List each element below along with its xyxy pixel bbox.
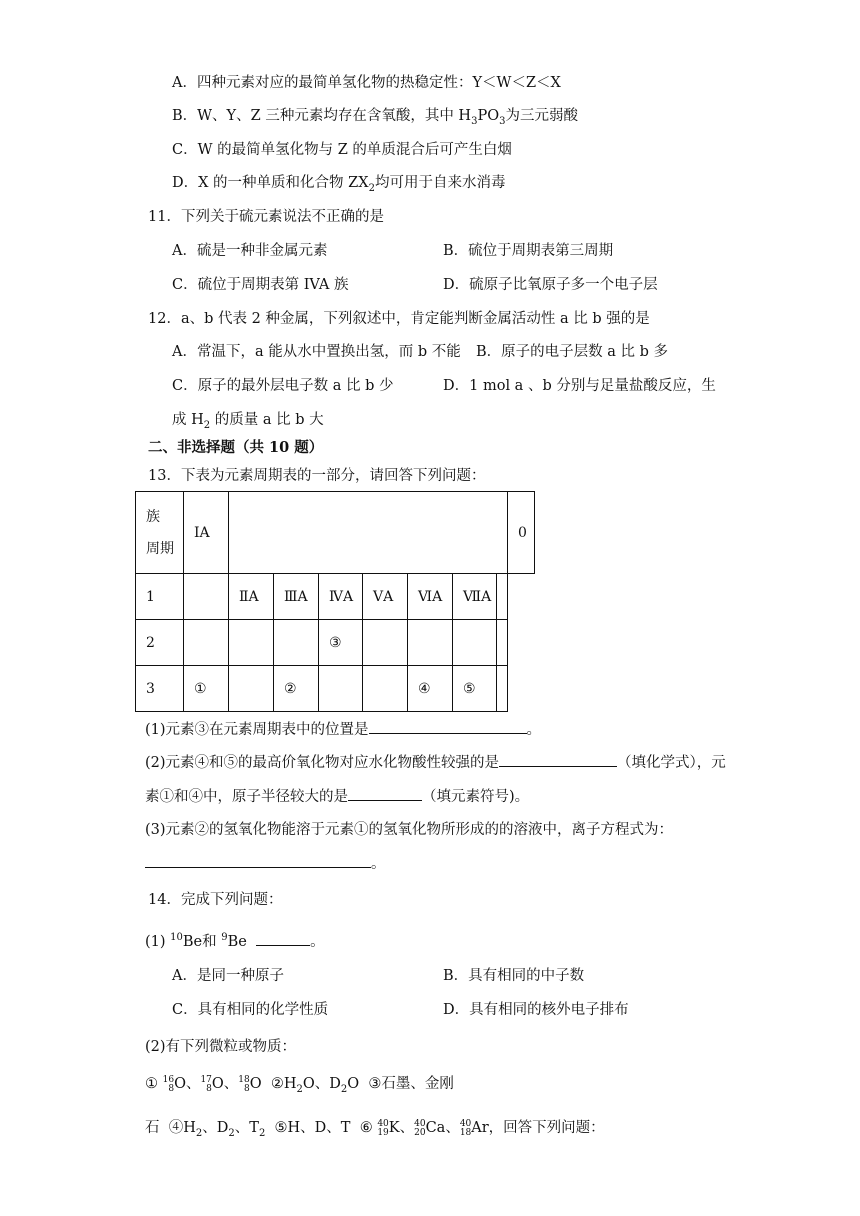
q14-part2-stem: (2)有下列微粒或物质： [145, 1039, 297, 1055]
cell: ⅣA [319, 574, 363, 620]
cell: 3 [136, 666, 184, 712]
periodic-table [135, 491, 535, 712]
cell: ④ [408, 666, 453, 712]
q11-stem: 11．下列关于硫元素说法不正确的是 [148, 209, 384, 225]
q12-option-c: C．原子的最外层电子数 a 比 b 少 [172, 378, 394, 394]
section-title: 二、非选择题（共 10 题） [148, 439, 324, 456]
cell [319, 666, 363, 712]
q12-option-d-cont: 成 $H_2$ 的质量 a 比 b 大 [172, 412, 324, 431]
q14-items-line2: 石 $④H_2$、$D_2$、$T_2$ ⑤H、D、T ⑥ 40 19K、40 20Ca、40 18Ar，回答下列问题： [145, 1119, 605, 1139]
cell [184, 574, 229, 620]
q12-option-d: D．1 mol a 、b 分别与足量盐酸反应，生 [443, 378, 716, 394]
q13-part3: (3)元素②的氢氧化物能溶于元素①的氢氧化物所形成的的溶液中，离子方程式为： [145, 822, 674, 838]
cell: ⅥA [408, 574, 453, 620]
q12-option-a: A．常温下，a 能从水中置换出氢，而 b 不能 [172, 344, 461, 360]
q13-part2: (2)元素④和⑤的最高价氧化物对应水化物酸性较强的是 （填化学式），元 [145, 752, 726, 773]
cell: ⅦA [453, 574, 497, 620]
cell: ③ [319, 620, 363, 666]
cell: ⑤ [453, 666, 497, 712]
q13-part1: (1)元素③在元素周期表中的位置是 。 [145, 719, 541, 740]
q14-option-d: D．具有相同的核外电子排布 [443, 1002, 629, 1018]
answer-blank[interactable] [369, 719, 527, 734]
header-blank [229, 492, 508, 574]
cell: 1 [136, 574, 184, 620]
cell [497, 620, 508, 666]
table-row [136, 620, 535, 666]
q10-option-b: B．W、Y、Z 三种元素均存在含氧酸，其中 $H_3PO_3$为三元弱酸 [172, 108, 578, 127]
q13-stem: 13．下表为元素周期表的一部分，请回答下列问题： [148, 468, 486, 484]
q11-option-b: B．硫位于周期表第三周期 [443, 243, 614, 259]
cell [184, 620, 229, 666]
answer-blank[interactable] [145, 853, 371, 868]
q13-part2-cont: 素①和④中，原子半径较大的是 （填元素符号)。 [145, 786, 529, 807]
q14-option-b: B．具有相同的中子数 [443, 968, 585, 984]
answer-blank[interactable] [256, 931, 310, 946]
q10-option-a: A．四种元素对应的最简单氢化物的热稳定性：Y＜W＜Z＜X [172, 75, 561, 91]
cell [453, 620, 497, 666]
q12-stem: 12．a、b 代表 2 种金属，下列叙述中，肯定能判断金属活动性 a 比 b 强的是 [148, 311, 650, 327]
cell: ① [184, 666, 229, 712]
q13-part3-answer: 。 [145, 853, 386, 874]
table-row [136, 574, 535, 620]
q14-stem: 14．完成下列问题： [148, 892, 283, 908]
cell: ⅤA [363, 574, 408, 620]
q12-option-b: B．原子的电子层数 a 比 b 多 [476, 344, 669, 360]
q11-option-d: D．硫原子比氧原子多一个电子层 [443, 277, 658, 293]
cell [274, 620, 319, 666]
answer-blank[interactable] [348, 786, 422, 801]
q14-items-line1: ① 16 8O、17 8O、18 8O $②H_2O$、$D_2O$ ③石墨、金刚 [145, 1075, 454, 1095]
cell [497, 666, 508, 712]
cell [408, 620, 453, 666]
q14-part1: (1) $^{10}$Be和 $^9$Be 。 [145, 932, 325, 950]
header-zero: 0 [508, 492, 535, 574]
header-ia: ⅠA [184, 492, 229, 574]
q11-option-a: A．硫是一种非金属元素 [172, 243, 328, 259]
cell [363, 620, 408, 666]
table-corner: 族 周期 [136, 492, 184, 574]
q14-option-c: C．具有相同的化学性质 [172, 1002, 329, 1018]
q10-option-c: C．W 的最简单氢化物与 Z 的单质混合后可产生白烟 [172, 142, 512, 158]
cell [363, 666, 408, 712]
cell: ② [274, 666, 319, 712]
cell [497, 574, 508, 620]
cell: 2 [136, 620, 184, 666]
cell: ⅡA [229, 574, 274, 620]
q14-option-a: A．是同一种原子 [172, 968, 284, 984]
q11-option-c: C．硫位于周期表第 IVA 族 [172, 277, 349, 293]
table-row [136, 666, 535, 712]
cell [229, 666, 274, 712]
cell [229, 620, 274, 666]
cell: ⅢA [274, 574, 319, 620]
q10-option-d: D．X 的一种单质和化合物 $ZX_2$均可用于自来水消毒 [172, 175, 506, 194]
answer-blank[interactable] [499, 752, 617, 767]
